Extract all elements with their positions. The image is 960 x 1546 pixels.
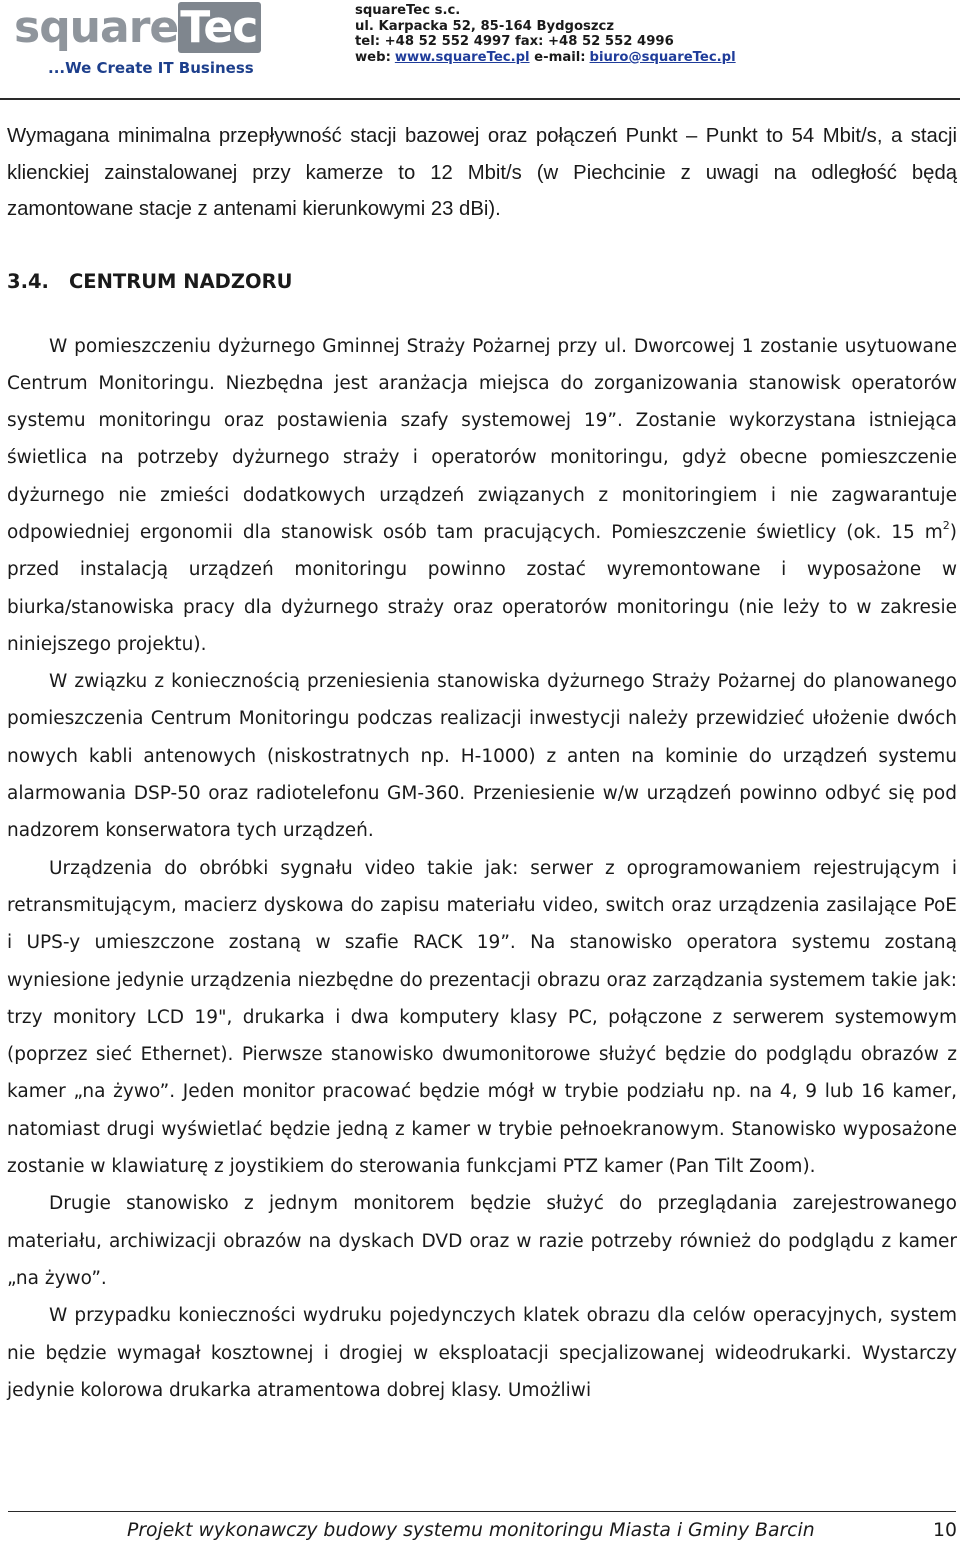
footer-title: Projekt wykonawczy budowy systemu monitoringu Miasta i Gminy Barcin (127, 1520, 815, 1541)
company-address: ul. Karpacka 52, 85-164 Bydgoszcz (355, 18, 615, 34)
company-name: squareTec s.c. (355, 3, 461, 18)
paragraph-2: W związku z koniecznością przeniesienia stanowiska dyżurnego Straży Pożarnej do planowanego pomieszczenia Centrum Monitoringu podczas realizacji inwestycji należy przewidzieć ułożenie dwóch nowych kabli antenowych (niskostratnych np. H-1000) z anten na kominie do urządzeń systemu alarmowania DSP-50 oraz radiotelefonu GM-360. Przeniesienie w/w urządzeń powinno odbyć się pod nadzorem konserwatora tych urządzeń. (7, 671, 957, 842)
superscript: 2 (942, 518, 950, 532)
paragraph-3: Urządzenia do obróbki sygnału video takie jak: serwer z oprogramowaniem rejestrującym i retransmitującym, macierz dyskowa do zapisu materiału video, switch oraz urządzenia zasilające PoE i UPS-y umieszczone zostaną w szafie RACK 19”. Na stanowisko operatora systemu zostaną wyniesione jedynie urządzenia niezbędne do prezentacji obrazu oraz zarządzania systemem takie jak: trzy monitory LCD 19", drukarka i dwa komputery klasy PC, połączone z serwerem systemowym (poprzez sieć Ethernet). Pierwsze stanowisko dwumonitorowe służyć będzie do podglądu obrazów z kamer „na żywo”. Jeden monitor pracować będzie mógł w trybie podziału np. na 4, 9 lub 16 kamer, natomiast drugi wyświetlać będzie jedną z kamer w trybie pełnoekranowym. Stanowisko wyposażone zostanie w klawiaturę z joystikiem do sterowania funkcjami PTZ kamer (Pan Tilt Zoom). (7, 857, 957, 1178)
footer-divider (8, 1511, 956, 1512)
page-number: 10 (933, 1520, 957, 1541)
section-heading (7, 268, 957, 296)
website-link[interactable]: www.squareTec.pl (394, 49, 530, 65)
header-divider (0, 98, 960, 100)
company-logo (14, 2, 264, 84)
page-header (0, 0, 960, 100)
contact-block (355, 3, 736, 65)
web-label: web: (355, 49, 391, 65)
paragraph-5: W przypadku konieczności wydruku pojedynczych klatek obrazu dla celów operacyjnych, system nie będzie wymagał kosztownej i drogiej w eksploatacji specjalizowanej wideodrukarki. Wystarczy jedynie kolorowa drukarka atramentowa dobrej klasy. Umożliwi (7, 1305, 957, 1401)
paragraph-1: W pomieszczeniu dyżurnego Gminnej Straży Pożarnej przy ul. Dworcowej 1 zostanie usytuowane Centrum Monitoringu. Niezbędna jest aranżacja miejsca do zorganizowania stanowisk operatorów systemu monitoringu oraz postawienia szafy systemowej 19”. Zostanie wykorzystana istniejąca świetlica na potrzeby dyżurnego straży i operatorów monitoringu, gdyż obecne pomieszczenie dyżurnego nie zmieści dodatkowych urządzeń związanych z monitoringiem i nie zagwarantuje odpowiedniej ergonomii dla stanowisk osób tam pracujących. Pomieszczenie świetlicy (ok. 15 $m^2$) przed instalacją urządzeń monitoringu powinno zostać wyremontowane i wyposażone w biurka/stanowiska pracy dla dyżurnego straży oraz operatorów monitoringu (nie leży to w zakresie niniejszego projektu). (7, 335, 957, 655)
section-title: CENTRUM NADZORU (68, 269, 293, 293)
page-footer (0, 1518, 960, 1546)
company-phones: tel: +48 52 552 4997 fax: +48 52 552 4996 (355, 34, 674, 50)
intro-paragraph: Wymagana minimalna przepływność stacji bazowej oraz połączeń Punkt – Punkt to 54 Mbit/s, a stacji klienckiej zainstalowanej przy kamerze to 12 Mbit/s (w Piechcinie z uwagi na odległość będą zamontowane stacje z antenami kierunkowymi 23 dBi). (7, 125, 957, 220)
company-web-email (355, 50, 736, 66)
document-body (7, 118, 957, 1409)
logo-wordmark: squareTec (14, 2, 261, 53)
email-link[interactable]: biuro@squareTec.pl (589, 49, 736, 65)
email-label: e-mail: (534, 49, 586, 65)
logo-tagline: ...We Create IT Business (48, 59, 254, 77)
section-number: 3.4. (7, 269, 49, 293)
paragraph-4: Drugie stanowisko z jednym monitorem będzie służyć do przeglądania zarejestrowanego materiału, archiwizacji obrazów na dyskach DVD oraz w razie potrzeby również do podglądu z kamer „na żywo”. (7, 1193, 957, 1289)
